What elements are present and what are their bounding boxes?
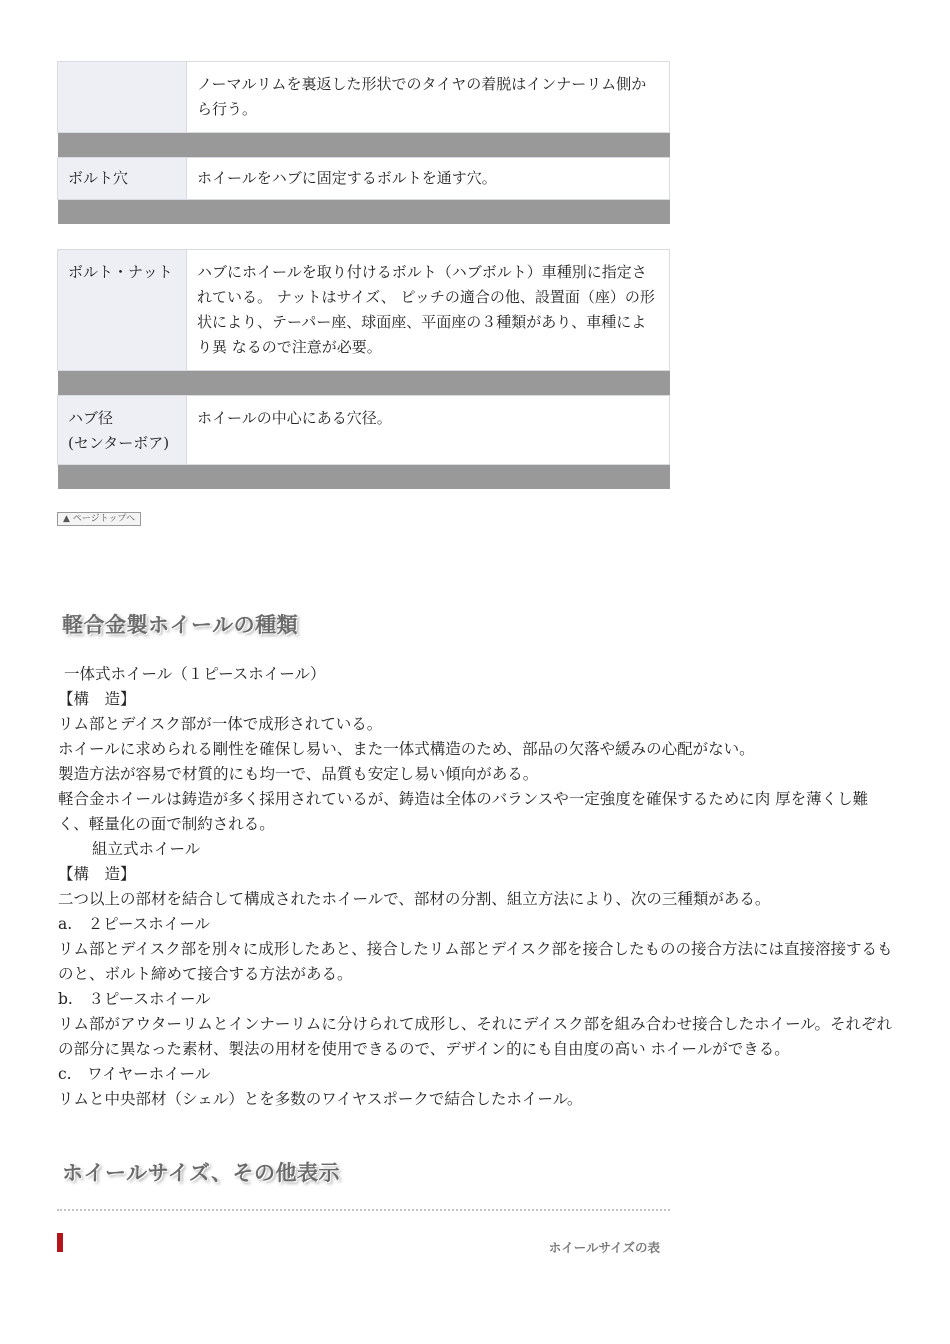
paragraph: 一体式ホイール（１ピースホイール）: [64, 665, 326, 683]
term-cell: [58, 62, 187, 133]
paragraph: a. ２ピースホイール: [58, 915, 210, 933]
paragraph: 二つ以上の部材を結合して構成されたホイールで、部材の分割、組立方法により、次の三種類がある。: [58, 890, 771, 908]
dotted-divider: [57, 1209, 670, 1211]
paragraph: 【構 造】: [58, 690, 136, 708]
paragraph: リム部がアウターリムとインナーリムに分けられて成形し、それにデイスク部を組み合わせ接合したホイール。それぞれの部分に異なった素材、製法の用材を使用できるので、デザイン的にも自由度の高い ホイールができる。: [58, 1015, 893, 1058]
section-body: [58, 662, 893, 1112]
table-row: [58, 158, 670, 200]
table-row: [58, 396, 670, 465]
definition-cell: ホイールをハブに固定するボルトを通す穴。: [187, 158, 670, 200]
paragraph: b. ３ピースホイール: [58, 990, 211, 1008]
paragraph: 【構 造】: [58, 865, 136, 883]
paragraph: リムと中央部材（シェル）とを多数のワイヤスポークで結合したホイール。: [58, 1090, 583, 1108]
term-cell: ボルト・ナット: [58, 250, 187, 371]
glossary-table-top: [57, 61, 670, 224]
term-cell: ハブ径 (センターボア): [58, 396, 187, 465]
term-cell: ボルト穴: [58, 158, 187, 200]
table-separator: [58, 133, 670, 158]
table-row: [58, 250, 670, 371]
red-marker: [57, 1233, 63, 1252]
paragraph: ホイールに求められる剛性を確保し易い、また一体式構造のため、部品の欠落や緩みの心配がない。: [58, 740, 755, 758]
wheel-size-table-caption: ホイールサイズの表: [548, 1240, 660, 1255]
glossary-table-bottom: [57, 249, 670, 489]
paragraph: c. ワイヤーホイール: [58, 1065, 211, 1083]
paragraph: 軽合金ホイールは鋳造が多く採用されているが、鋳造は全体のバランスや一定強度を確保するために肉 厚を薄くし難く、軽量化の面で制約される。: [58, 790, 869, 833]
section-heading-wheel-size: ホイールサイズ、その他表示: [62, 1161, 341, 1185]
paragraph: 製造方法が容易で材質的にも均一で、品質も安定し易い傾向がある。: [58, 765, 539, 783]
definition-cell: ハブにホイールを取り付けるボルト（ハブボルト）車種別に指定されている。 ナットはサイズ、 ピッチの適合の他、設置面（座）の形状により、テーパー座、球面座、平面座の３種類があり、車種により異 なるので注意が必要。: [187, 250, 670, 371]
table-row: [58, 62, 670, 133]
paragraph: リム部とデイスク部が一体で成形されている。: [58, 715, 383, 733]
table-separator: [58, 371, 670, 396]
page-top-button[interactable]: ▲ ページトップへ: [57, 512, 141, 526]
paragraph: 組立式ホイール: [92, 840, 201, 858]
section-heading-alloy-wheel-types: 軽合金製ホイールの種類: [62, 613, 299, 637]
table-separator: [58, 200, 670, 225]
paragraph: リム部とデイスク部を別々に成形したあと、接合したリム部とデイスク部を接合したものの接合方法には直接溶接するものと、ボルト締めて接合する方法がある。: [58, 940, 893, 983]
definition-cell: ノーマルリムを裏返した形状でのタイヤの着脱はインナーリム側から行う。: [187, 62, 670, 133]
table-separator: [58, 465, 670, 490]
definition-cell: ホイールの中心にある穴径。: [187, 396, 670, 465]
